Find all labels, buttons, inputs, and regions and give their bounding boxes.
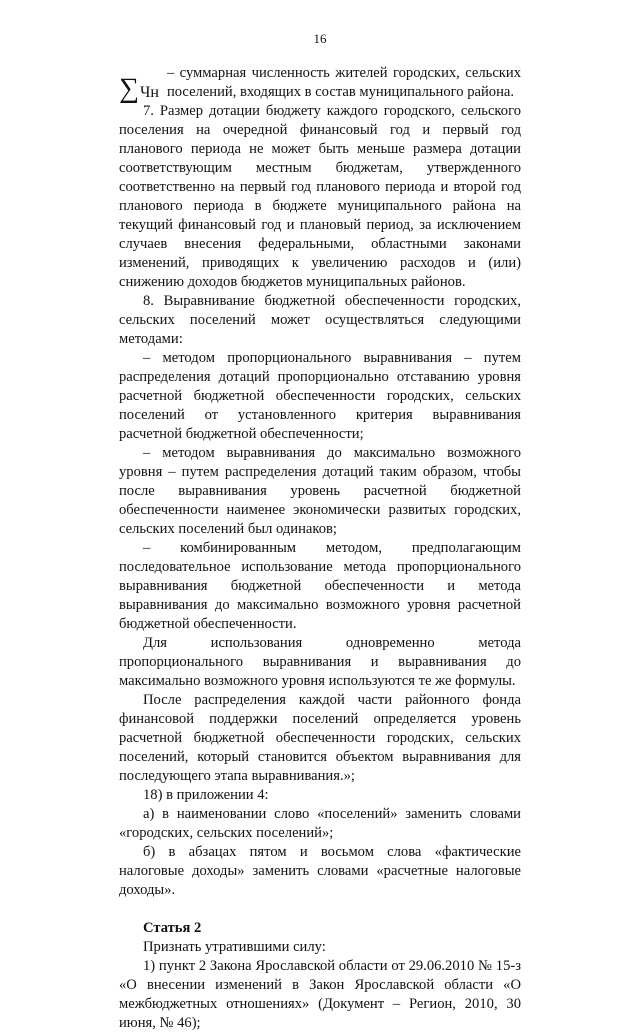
paragraph-sum-definition: – суммарная численность жителей городских, сельских поселений, входящих в состав муниципального района. <box>166 65 521 100</box>
paragraph-formulas: Для использования одновременно метода пропорционального выравнивания и выравнивания до максимально возможного уровня используются те же формулы. <box>119 635 521 689</box>
article-intro: Признать утратившими силу: <box>143 939 326 955</box>
paragraph-item-b: б) в абзацах пятом и восьмом слова «фактические налоговые доходы» заменить словами «расчетные налоговые доходы». <box>119 844 521 898</box>
article-heading: Статья 2 <box>143 920 202 936</box>
paragraph-8: 8. Выравнивание бюджетной обеспеченности городских, сельских поселений может осуществляться следующими методами: <box>119 293 521 347</box>
paragraph-item-a: а) в наименовании слово «поселений» заменить словами «городских, сельских поселений»; <box>119 806 521 841</box>
paragraph-7: 7. Размер дотации бюджету каждого городского, сельского поселения на очередной финансовый год и первый год планового периода не может быть меньше размера дотации соответствующим местным бюджетам, утвержденного соответственно на первый год планового периода и второй год планового периода в бюджете муниципального района на текущий финансовый год и плановый период, за исключением случаев внесения федеральными, областными законами изменений, приводящих к увеличению расходов и (или) снижению доходов бюджетов муниципальных районов. <box>119 103 521 290</box>
paragraph-method-proportional: – методом пропорционального выравнивания – путем распределения дотаций пропорционально отставанию уровня расчетной бюджетной обеспеченности городских, сельских поселений от установленного критерия выравнивания расчетной бюджетной обеспеченности; <box>119 350 521 442</box>
sum-formula-line <box>119 64 521 102</box>
document-body <box>119 64 521 1033</box>
paragraph-item-18: 18) в приложении 4: <box>143 787 269 803</box>
paragraph-distribution: После распределения каждой части районного фонда финансовой поддержки поселений определяется уровень расчетной бюджетной обеспеченности городских, сельских поселений, который становится объектом выравнивания для последующего этапа выравнивания.»; <box>119 692 521 784</box>
paragraph-method-maximum: – методом выравнивания до максимально возможного уровня – путем распределения дотаций таким образом, чтобы после выравнивания уровень расчетной бюджетной обеспеченности наименее экономически развитых городских, сельских поселений был одинаков; <box>119 445 521 537</box>
paragraph-method-combined: – комбинированным методом, предполагающим последовательное использование метода пропорционального выравнивания бюджетной обеспеченности и метода выравнивания до максимально возможного уровня расчетной бюджетной обеспеченности. <box>119 540 521 632</box>
sum-symbol: ∑ <box>119 73 139 104</box>
page-number: 16 <box>313 31 327 46</box>
article-item-1: 1) пункт 2 Закона Ярославской области от 29.06.2010 № 15-з «О внесении изменений в Закон Ярославской области «О межбюджетных отношениях» (Документ – Регион, 2010, 30 июня, № 46); <box>119 958 521 1031</box>
sum-variable: Чн <box>139 84 159 101</box>
